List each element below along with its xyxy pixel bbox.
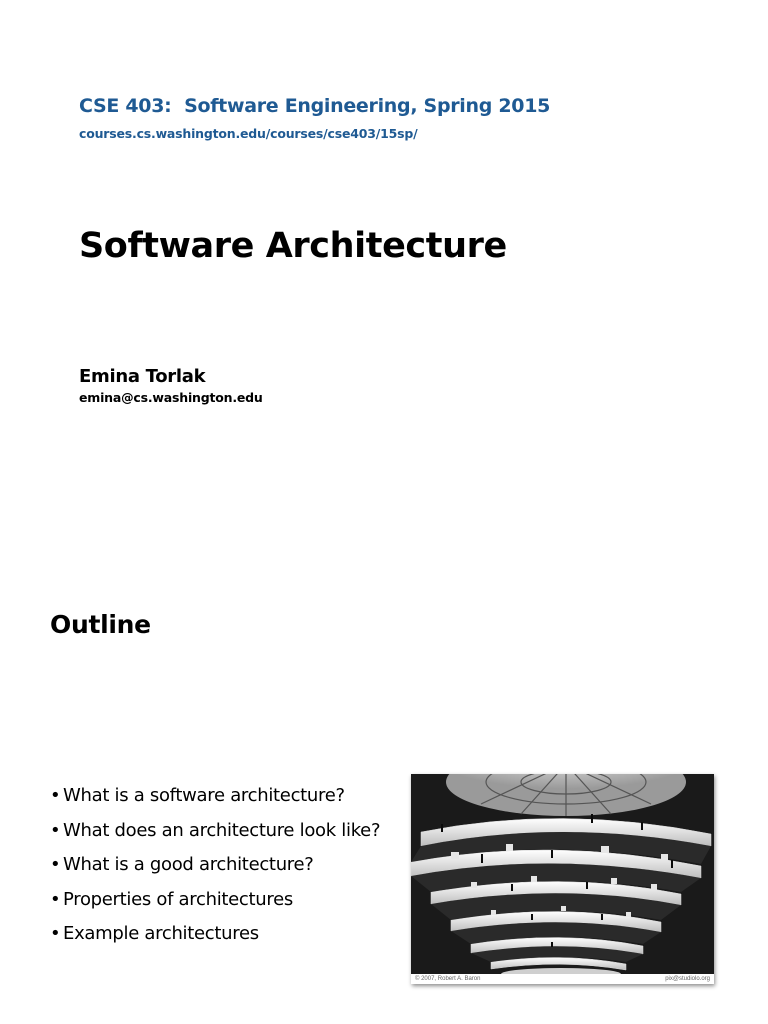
photo-credit-email: pix@studiolo.org	[665, 976, 710, 982]
bullet-icon: •	[50, 819, 61, 841]
outline-item-label: Properties of architectures	[63, 888, 293, 910]
course-title: CSE 403: Software Engineering, Spring 2015	[79, 95, 551, 117]
bullet-icon: •	[50, 854, 61, 875]
spiral-atrium-photo	[411, 774, 714, 984]
course-url[interactable]: courses.cs.washington.edu/courses/cse403/15sp/	[79, 126, 418, 141]
outline-item-label: What is a good architecture?	[63, 854, 314, 875]
list-item	[50, 817, 380, 852]
photo-copyright: © 2007, Robert A. Baron	[415, 976, 481, 982]
list-item	[50, 920, 380, 955]
list-item	[50, 886, 380, 921]
outline-heading: Outline	[50, 610, 151, 639]
bullet-icon: •	[50, 888, 61, 910]
outline-item-label: What does an architecture look like?	[63, 819, 381, 841]
author-email[interactable]: emina@cs.washington.edu	[79, 390, 263, 405]
list-item	[50, 782, 380, 817]
outline-list	[50, 782, 380, 955]
outline-item-label: What is a software architecture?	[63, 785, 345, 806]
list-item	[50, 851, 380, 886]
outline-item-label: Example architectures	[63, 923, 259, 944]
author-name: Emina Torlak	[79, 366, 206, 387]
bullet-icon: •	[50, 923, 61, 944]
bullet-icon: •	[50, 785, 61, 806]
atrium-illustration	[411, 774, 714, 984]
lecture-title: Software Architecture	[79, 226, 507, 266]
